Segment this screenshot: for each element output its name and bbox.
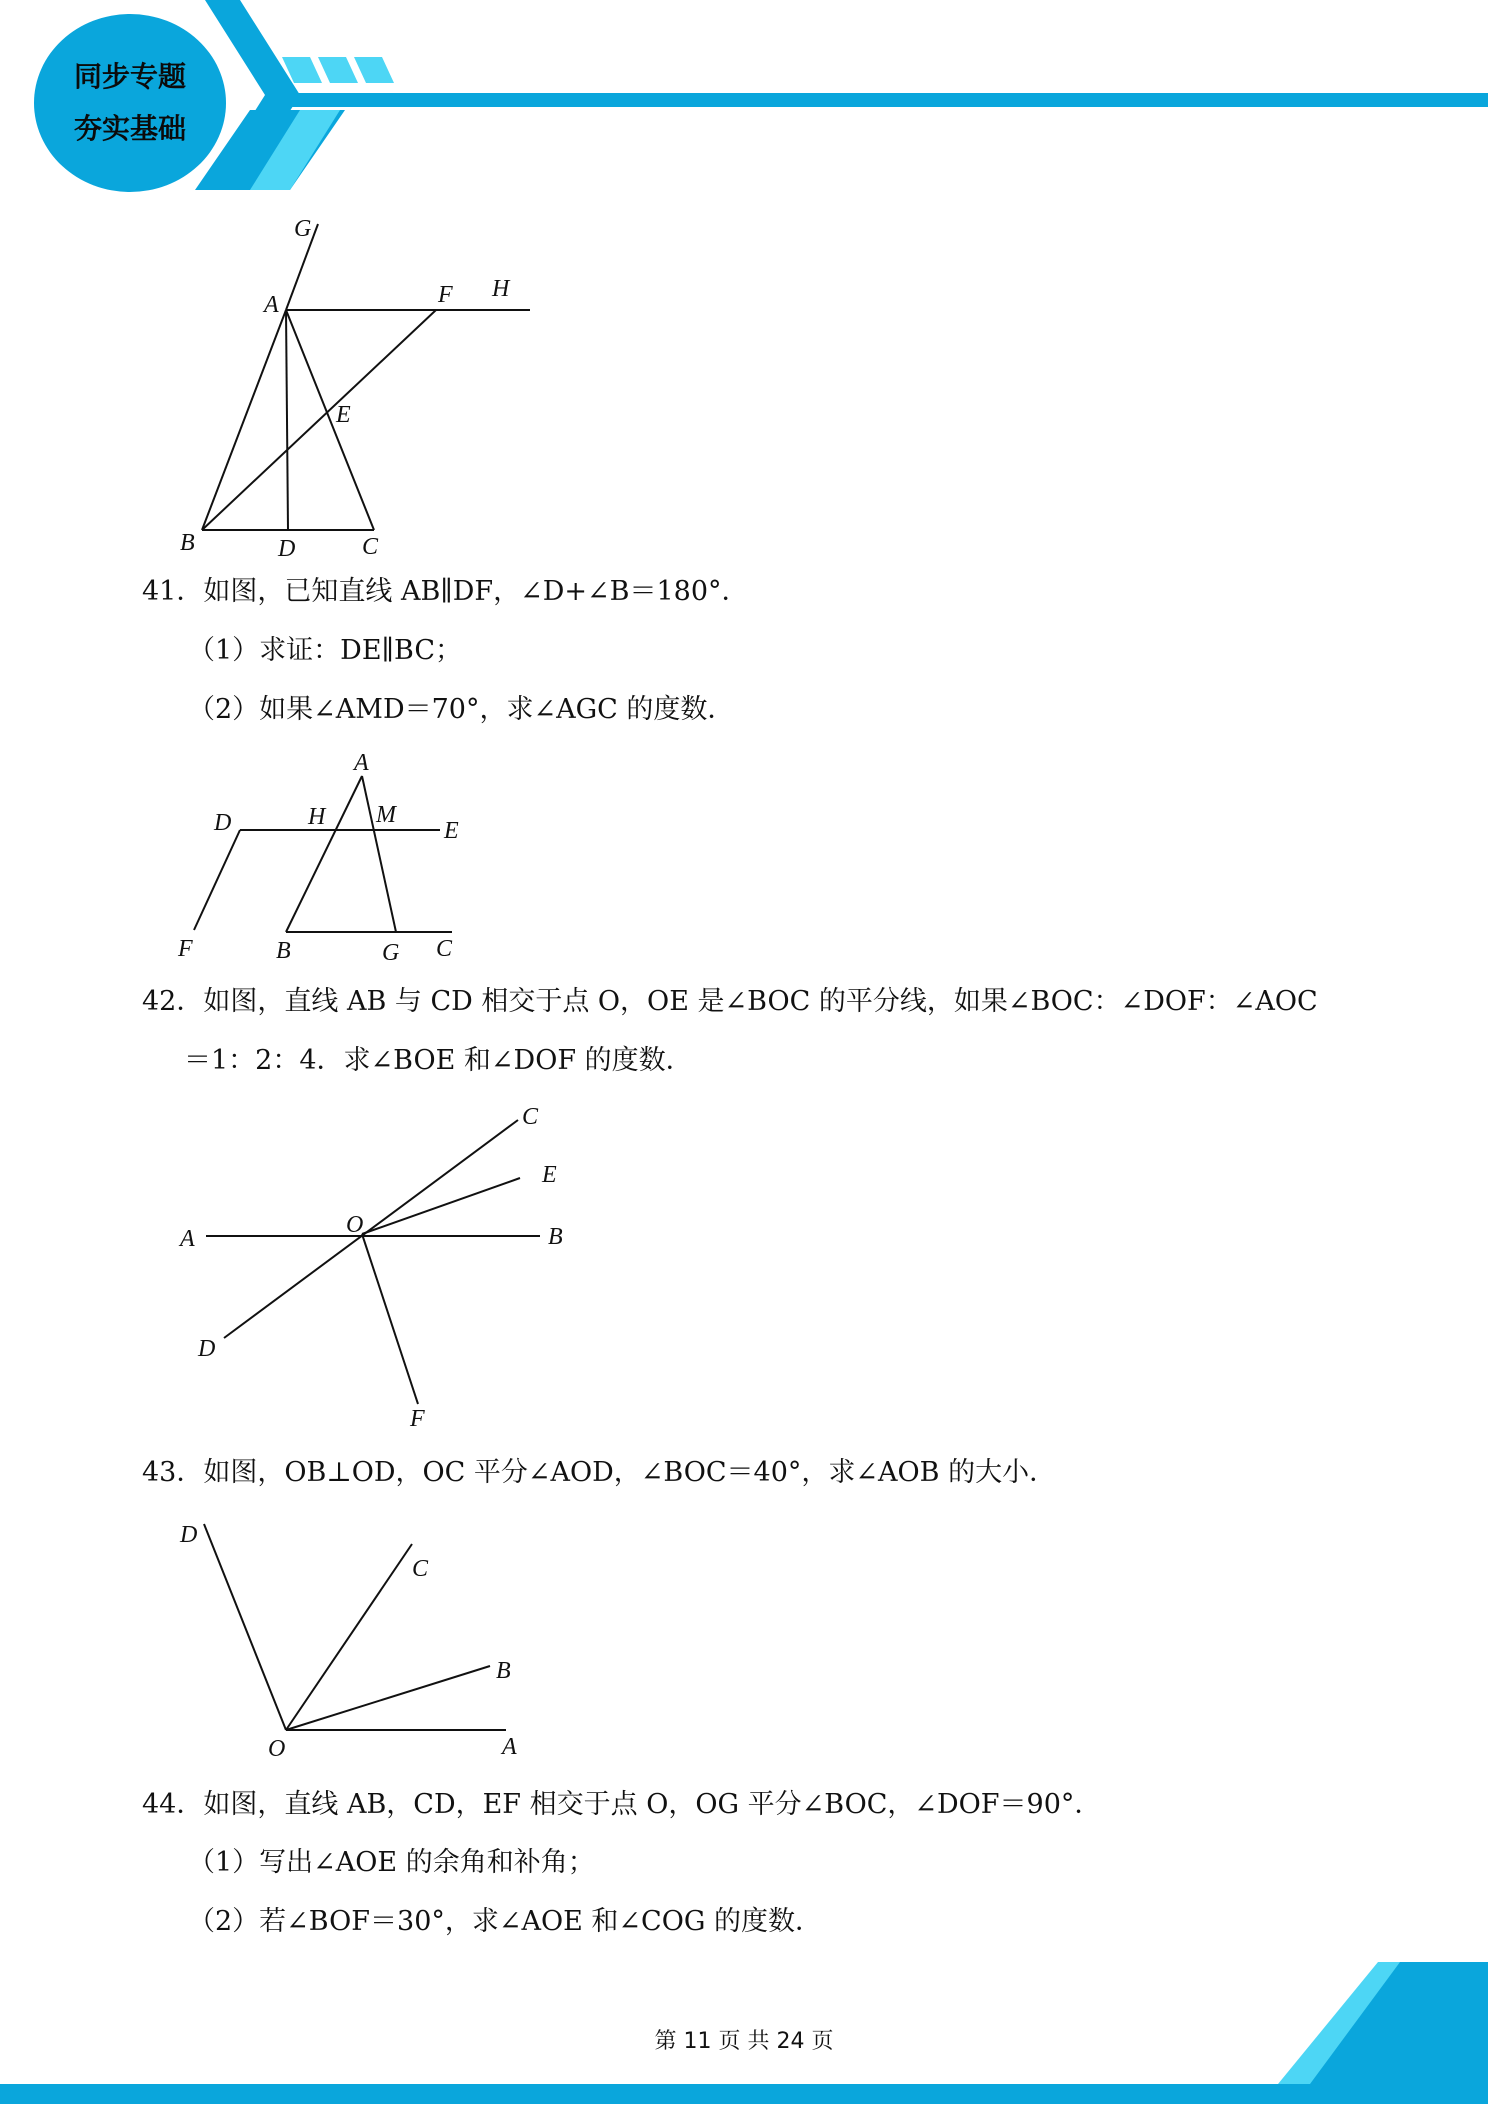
label-C: C: [436, 936, 453, 962]
q44-sub2: （2）若∠BOF＝30°，求∠AOE 和∠COG 的度数．: [188, 1906, 822, 1937]
label-E: E: [336, 402, 351, 428]
label-H: H: [308, 804, 326, 830]
label-B: B: [180, 530, 195, 556]
label-C: C: [362, 534, 379, 560]
page-number: 第 11 页 共 24 页: [654, 2029, 834, 2054]
q42-number: 42．: [142, 986, 204, 1017]
figure-40: [170, 212, 550, 572]
badge-line1: 同步专题: [73, 60, 186, 93]
q42-text: 如图，直线 AB 与 CD 相交于点 O，OE 是∠BOC 的平分线，如果∠BOC：∠DOF：∠AOC: [203, 986, 1318, 1017]
label-C: C: [522, 1104, 539, 1130]
q42-continuation: ＝1：2：4．求∠BOE 和∠DOF 的度数．: [184, 1045, 693, 1076]
label-A: A: [264, 292, 279, 318]
label-H: H: [492, 276, 510, 302]
label-O: O: [346, 1212, 364, 1238]
label-E: E: [444, 818, 459, 844]
label-B: B: [276, 938, 291, 964]
label-O: O: [268, 1736, 286, 1760]
q44-number: 44．: [142, 1789, 204, 1820]
label-A: A: [180, 1226, 195, 1252]
label-A: A: [354, 750, 369, 776]
label-A: A: [502, 1734, 517, 1760]
header-badge: [34, 14, 226, 192]
question-41: [142, 574, 749, 610]
question-43: [142, 1455, 1056, 1491]
figure-42: [170, 1098, 590, 1434]
q44-text: 如图，直线 AB，CD，EF 相交于点 O，OG 平分∠BOC，∠DOF＝90°．: [203, 1789, 1102, 1820]
question-44: [142, 1787, 1101, 1823]
figure-43: [170, 1510, 550, 1760]
label-D: D: [278, 536, 296, 562]
label-F: F: [178, 936, 193, 962]
label-B: B: [496, 1658, 511, 1684]
q41-text: 如图，已知直线 AB∥DF，∠D+∠B＝180°．: [203, 576, 749, 607]
label-B: B: [548, 1224, 563, 1250]
figure-41: [170, 748, 490, 970]
label-G: G: [382, 940, 400, 966]
q43-number: 43．: [142, 1457, 204, 1488]
label-D: D: [180, 1522, 198, 1548]
q41-sub2: （2）如果∠AMD＝70°，求∠AGC 的度数．: [188, 694, 735, 725]
q41-number: 41．: [142, 576, 204, 607]
label-F: F: [410, 1406, 425, 1432]
label-D: D: [214, 810, 232, 836]
badge-line2: 夯实基础: [73, 112, 186, 145]
q44-sub1: （1）写出∠AOE 的余角和补角；: [188, 1847, 595, 1878]
footer-banner: [0, 1954, 1488, 2104]
question-42: [142, 984, 1318, 1020]
label-M: M: [376, 802, 396, 828]
q43-text: 如图，OB⊥OD，OC 平分∠AOD，∠BOC＝40°，求∠AOB 的大小．: [203, 1457, 1057, 1488]
label-D: D: [198, 1336, 216, 1362]
label-E: E: [542, 1162, 557, 1188]
label-G: G: [294, 216, 312, 242]
label-C: C: [412, 1556, 429, 1582]
label-F: F: [438, 282, 453, 308]
q41-sub1: （1）求证：DE∥BC；: [188, 635, 463, 666]
